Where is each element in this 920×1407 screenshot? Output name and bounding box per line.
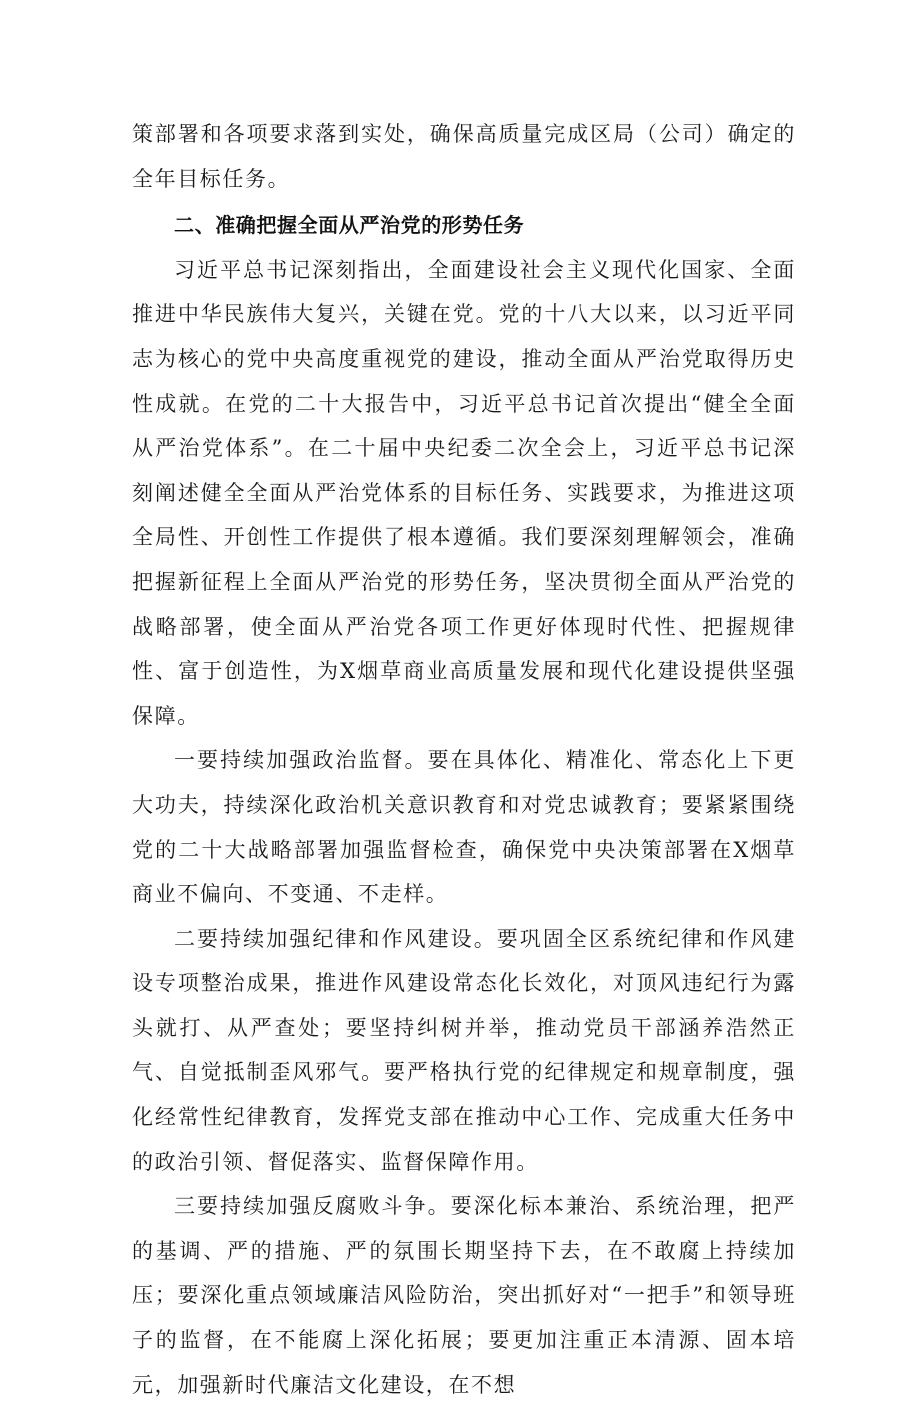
body-paragraph: 习近平总书记深刻指出，全面建设社会主义现代化国家、全面推进中华民族伟大复兴，关键在党。党的十八大以来，以习近平同志为核心的党中央高度重视党的建设，推动全面从严治党取得历史性成就。在党的二十大报告中，习近平总书记首次提出“健全全面从严治党体系”。在二十届中央纪委二次全会上，习近平总书记深刻阐述健全全面从严治党体系的目标任务、实践要求，为推进这项全局性、开创性工作提供了根本遵循。我们要深刻理解领会，准确把握新征程上全面从严治党的形势任务，坚决贯彻全面从严治党的战略部署，使全面从严治党各项工作更好体现时代性、把握规律性、富于创造性，为X烟草商业高质量发展和现代化建设提供坚强保障。	[132, 257, 796, 728]
section-heading: 二、准确把握全面从严治党的形势任务	[174, 213, 525, 238]
body-paragraph: 一要持续加强政治监督。要在具体化、精准化、常态化上下更大功夫，持续深化政治机关意识教育和对党忠诚教育；要紧紧围绕党的二十大战略部署加强监督检查，确保党中央决策部署在X烟草商业不偏向、不变通、不走样。	[132, 748, 796, 907]
body-paragraph: 二要持续加强纪律和作风建设。要巩固全区系统纪律和作风建设专项整治成果，推进作风建设常态化长效化，对顶风违纪行为露头就打、从严查处；要坚持纠树并举，推动党员干部涵养浩然正气、自觉抵制歪风邪气。要严格执行党的纪律规定和规章制度，强化经常性纪律教育，发挥党支部在推动中心工作、完成重大任务中的政治引领、督促落实、监督保障作用。	[132, 926, 796, 1174]
continuation-paragraph: 策部署和各项要求落到实处，确保高质量完成区局（公司）确定的全年目标任务。	[132, 122, 796, 191]
body-paragraph: 三要持续加强反腐败斗争。要深化标本兼治、系统治理，把严的基调、严的措施、严的氛围长期坚持下去，在不敢腐上持续加压；要深化重点领域廉洁风险防治，突出抓好对“一把手”和领导班子的监督，在不能腐上深化拓展；要更加注重正本清源、固本培元，加强新时代廉洁文化建设，在不想	[132, 1194, 796, 1397]
